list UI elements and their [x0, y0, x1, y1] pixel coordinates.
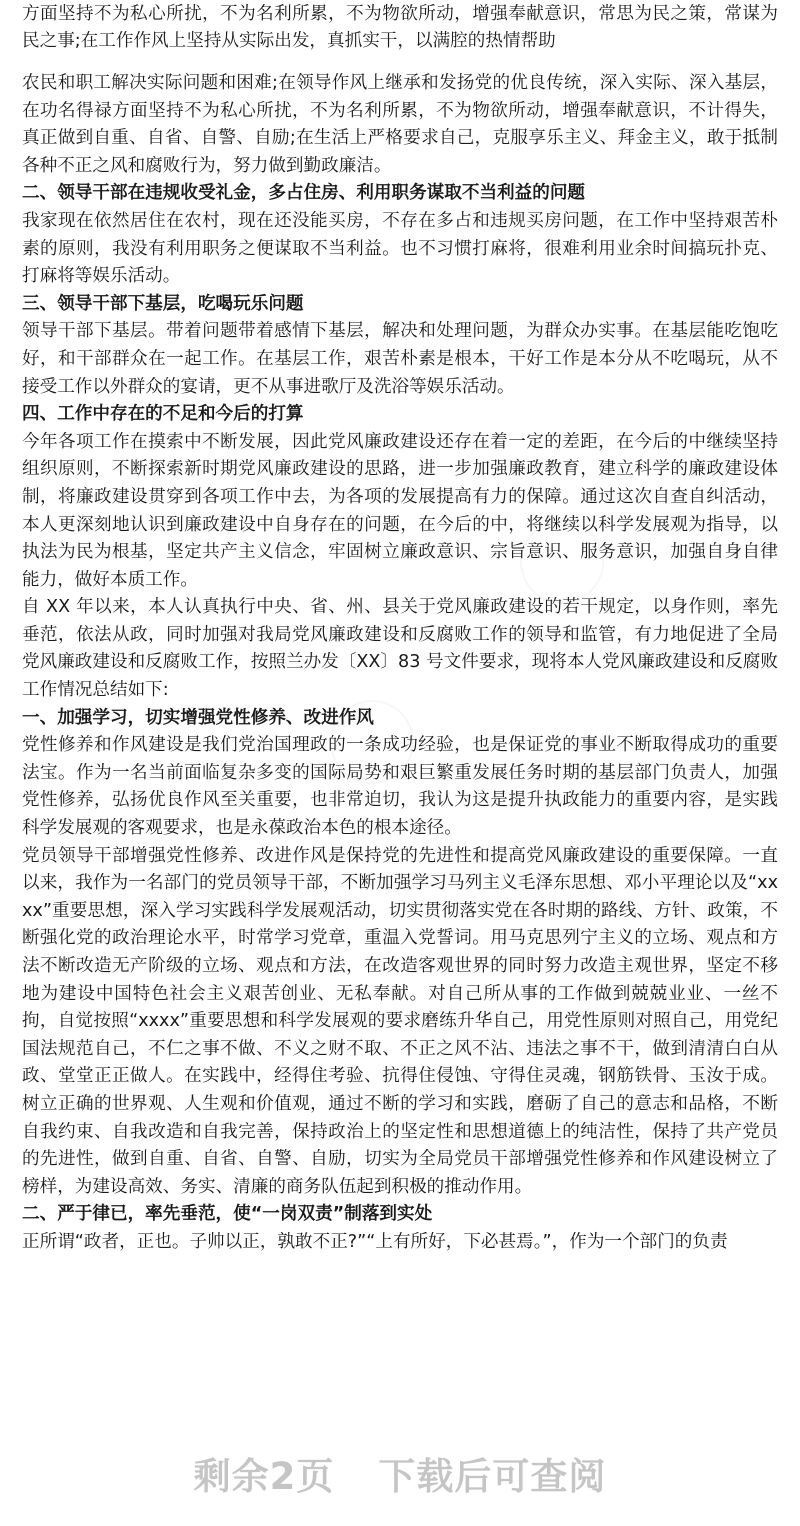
paragraph-text: 正所谓“政者，正也。子帅以正，孰敢不正?”“上有所好，下必甚焉。”，作为一个部门的负责 [22, 1231, 728, 1252]
paragraph-text: 今年各项工作在摸索中不断发展，因此党风廉政建设还存在着一定的差距，在今后的中继续坚持组织原则，不断探索新时期党风廉政建设的思路，进一步加强廉政教育，建立科学的廉政建设体制，将廉政建设贯穿到各项工作中去，为各项的发展提高有力的保障。通过这次自查自纠活动，本人更深刻地认识到廉政建设中自身存在的问题，在今后的中，将继续以科学发展观为指导，以执法为民为根基，坚定共产主义信念，牢固树立廉政意识、宗旨意识、服务意识，加强自身自律能力，做好本质工作。 [22, 431, 778, 590]
paragraph-text: 自 XX 年以来，本人认真执行中央、省、州、县关于党风廉政建设的若干规定，以身作则，率先垂范，依法从政，同时加强对我局党风廉政建设和反腐败工作的领导和监管，有力地促进了全局党风廉政建设和反腐败工作，按照兰办发〔XX〕83 号文件要求，现将本人党风廉政建设和反腐败工作情况总结如下: [22, 597, 778, 701]
section-heading: 二、严于律已，率先垂范，使“一岗双责”制落到实处 [22, 1204, 433, 1225]
paragraph-text: 农民和职工解决实际问题和困难;在领导作风上继承和发扬党的优良传统，深入实际、深入基层，在功名得禄方面坚持不为私心所扰，不为名利所累，不为物欲所动，增强奉献意识，不计得失，真正做到自重、自省、自警、自励;在生活上严格要求自己，克服享乐主义、拜金主义，敢于抵制各种不正之风和腐败行为，努力做到勤政廉洁。 [22, 73, 778, 176]
paragraph-text: 我家现在依然居住在农村，现在还没能买房，不存在多占和违规买房问题，在工作中坚持艰苦朴素的原则，我没有利用职务之便谋取不当利益。也不习惯打麻将，很难利用业余时间搞玩扑克、打麻将等娱乐活动。 [22, 210, 778, 287]
paragraph-text: 方面坚持不为私心所扰，不为名利所累，不为物欲所动，增强奉献意识，常思为民之策，常谋为民之事;在工作作风上坚持从实际出发，真抓实干，以满腔的热情帮助 [22, 3, 778, 52]
paragraph-text: 党员领导干部增强党性修养、改进作风是保持党的先进性和提高党风廉政建设的重要保障。一直以来，我作为一名部门的党员领导干部，不断加强学习马列主义毛泽东思想、邓小平理论以及“xxxx”重要思想，深入学习实践科学发展观活动，切实贯彻落实党在各时期的路线、方针、政策，不断强化党的政治理论水平，时常学习党章，重温入党誓词。用马克思列宁主义的立场、观点和方法不断改造无产阶级的立场、观点和方法，在改造客观世界的同时努力改造主观世界，坚定不移地为建设中国特色社会主义艰苦创业、无私奉献。对自己所从事的工作做到兢兢业业、一丝不拘，自觉按照“xxxx”重要思想和科学发展观的要求磨练升华自己，用党性原则对照自己，用党纪国法规范自己，不仁之事不做、不义之财不取、不正之风不沾、违法之事不干，做到清清白白从政、堂堂正正做人。在实践中，经得住考验、抗得住侵蚀、守得住灵魂，钢筋铁骨、玉汝于成。树立正确的世界观、人生观和价值观，通过不断的学习和实践，磨砺了自己的意志和品格，不断自我约束、自我改造和自我完善，保持政治上的坚定性和思想道德上的纯洁性，保持了共产党员的先进性，做到自重、自省、自警、自励，切实为全局党员干部增强党性修养和作风建设树立了榜样，为建设高效、务实、清廉的商务队伍起到积极的推动作用。 [22, 845, 778, 1197]
section-heading: 四、工作中存在的不足和今后的打算 [22, 404, 304, 425]
download-banner[interactable] [0, 1420, 800, 1526]
section-heading: 二、领导干部在违规收受礼金，多占住房、利用职务谋取不当利益的问题 [22, 183, 586, 204]
section-heading: 三、领导干部下基层，吃喝玩乐问题 [22, 293, 304, 314]
document-body [22, 0, 778, 1257]
paragraph-text: 领导干部下基层。带着问题带着感情下基层，解决和处理问题，为群众办实事。在基层能吃饱吃好，和干部群众在一起工作。在基层工作，艰苦朴素是根本，干好工作是本分从不吃喝玩，从不接受工作以外群众的宴请，更不从事进歌厅及洗浴等娱乐活动。 [22, 321, 778, 397]
paragraph-text: 党性修养和作风建设是我们党治国理政的一条成功经验，也是保证党的事业不断取得成功的重要法宝。作为一名当前面临复杂多变的国际局势和艰巨繁重发展任务时期的基层部门负责人，加强党性修养，弘扬优良作风至关重要，也非常迫切，我认为这是提升执政能力的重要内容，是实践科学发展观的客观要求，也是永葆政治本色的根本途径。 [22, 735, 778, 839]
download-prompt-label[interactable]: 下载后可查阅 [378, 1455, 607, 1498]
section-heading: 一、加强学习，切实增强党性修养、改进作风 [22, 707, 374, 728]
remaining-pages-label: 剩余2页 [193, 1455, 335, 1498]
